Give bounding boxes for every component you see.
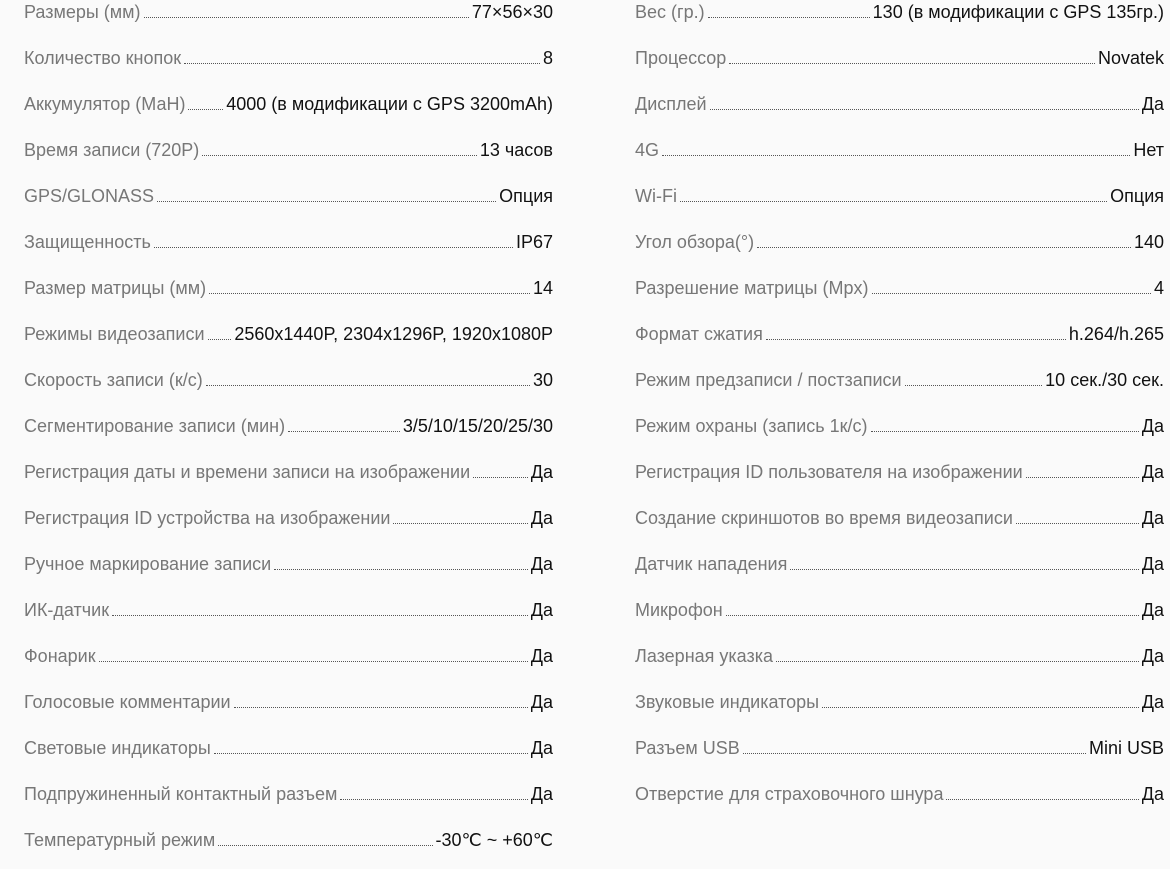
dotted-leader bbox=[710, 109, 1139, 110]
spec-value: Да bbox=[1141, 508, 1164, 528]
dotted-leader bbox=[214, 753, 528, 754]
spec-label: Размер матрицы (мм) bbox=[24, 278, 207, 298]
spec-value: 14 bbox=[532, 278, 553, 298]
dotted-leader bbox=[743, 753, 1086, 754]
spec-value: Да bbox=[1141, 462, 1164, 482]
specs-column-right bbox=[635, 0, 1164, 816]
dotted-leader bbox=[790, 569, 1138, 570]
spec-value: 10 сек./30 сек. bbox=[1045, 370, 1164, 390]
dotted-leader bbox=[202, 155, 477, 156]
spec-label: Ручное маркирование записи bbox=[24, 554, 272, 574]
spec-row bbox=[635, 770, 1164, 816]
spec-row bbox=[24, 632, 553, 678]
spec-row bbox=[24, 172, 553, 218]
spec-row bbox=[24, 218, 553, 264]
dotted-leader bbox=[905, 385, 1043, 386]
dotted-leader bbox=[871, 431, 1139, 432]
dotted-leader bbox=[188, 109, 223, 110]
spec-row bbox=[635, 34, 1164, 80]
dotted-leader bbox=[218, 845, 432, 846]
dotted-leader bbox=[209, 293, 530, 294]
spec-row bbox=[635, 724, 1164, 770]
spec-value: Да bbox=[1141, 692, 1164, 712]
dotted-leader bbox=[234, 707, 528, 708]
dotted-leader bbox=[208, 339, 232, 340]
spec-row bbox=[635, 0, 1164, 34]
dotted-leader bbox=[274, 569, 528, 570]
spec-label: Wi-Fi bbox=[635, 186, 677, 206]
spec-label: Разъем USB bbox=[635, 738, 740, 758]
dotted-leader bbox=[680, 201, 1107, 202]
spec-value: Да bbox=[530, 462, 553, 482]
spec-label: Создание скриншотов во время видеозаписи bbox=[635, 508, 1013, 528]
spec-value: 77×56×30 bbox=[471, 2, 553, 22]
spec-label: Датчик нападения bbox=[635, 554, 788, 574]
spec-value: Novatek bbox=[1097, 48, 1164, 68]
dotted-leader bbox=[776, 661, 1139, 662]
dotted-leader bbox=[1016, 523, 1139, 524]
spec-label: Режимы видеозаписи bbox=[24, 324, 205, 344]
spec-label: GPS/GLONASS bbox=[24, 186, 155, 206]
spec-label: Регистрация даты и времени записи на изображении bbox=[24, 462, 471, 482]
dotted-leader bbox=[822, 707, 1139, 708]
spec-value: 30 bbox=[532, 370, 553, 390]
spec-row bbox=[635, 678, 1164, 724]
spec-value: Да bbox=[1141, 646, 1164, 666]
spec-label: Вес (гр.) bbox=[635, 2, 705, 22]
spec-label: ИК-датчик bbox=[24, 600, 110, 620]
dotted-leader bbox=[144, 17, 469, 18]
dotted-leader bbox=[99, 661, 528, 662]
spec-row bbox=[24, 80, 553, 126]
spec-row bbox=[635, 264, 1164, 310]
specs-column-left bbox=[24, 0, 553, 862]
spec-label: Голосовые комментарии bbox=[24, 692, 231, 712]
spec-value: Да bbox=[1141, 94, 1164, 114]
spec-value: Да bbox=[530, 600, 553, 620]
spec-row bbox=[24, 0, 553, 34]
spec-value: -30℃ ~ +60℃ bbox=[435, 830, 553, 850]
spec-value: 8 bbox=[542, 48, 553, 68]
spec-row bbox=[24, 402, 553, 448]
dotted-leader bbox=[288, 431, 400, 432]
spec-label: Световые индикаторы bbox=[24, 738, 211, 758]
spec-row bbox=[24, 356, 553, 402]
spec-label: Процессор bbox=[635, 48, 727, 68]
spec-row bbox=[635, 448, 1164, 494]
spec-label: Лазерная указка bbox=[635, 646, 774, 666]
spec-row bbox=[24, 586, 553, 632]
dotted-leader bbox=[729, 63, 1095, 64]
spec-label: Подпружиненный контактный разъем bbox=[24, 784, 338, 804]
spec-value: Да bbox=[530, 508, 553, 528]
dotted-leader bbox=[872, 293, 1151, 294]
dotted-leader bbox=[946, 799, 1138, 800]
dotted-leader bbox=[708, 17, 870, 18]
spec-label: Защищенность bbox=[24, 232, 151, 252]
spec-value: Да bbox=[530, 554, 553, 574]
spec-value: Опция bbox=[1110, 186, 1164, 206]
spec-label: Микрофон bbox=[635, 600, 723, 620]
dotted-leader bbox=[206, 385, 530, 386]
spec-value: Mini USB bbox=[1088, 738, 1164, 758]
spec-row bbox=[24, 540, 553, 586]
spec-value: 130 (в модификации с GPS 135гр.) bbox=[872, 2, 1164, 22]
spec-value: Опция bbox=[499, 186, 553, 206]
spec-label: Режим предзаписи / постзаписи bbox=[635, 370, 902, 390]
spec-label: 4G bbox=[635, 140, 660, 160]
spec-label: Размеры (мм) bbox=[24, 2, 141, 22]
spec-row bbox=[24, 678, 553, 724]
spec-row bbox=[24, 494, 553, 540]
spec-label: Дисплей bbox=[635, 94, 707, 114]
dotted-leader bbox=[112, 615, 528, 616]
spec-label: Фонарик bbox=[24, 646, 96, 666]
spec-label: Аккумулятор (МаН) bbox=[24, 94, 186, 114]
spec-row bbox=[635, 494, 1164, 540]
spec-row bbox=[635, 632, 1164, 678]
spec-value: 140 bbox=[1133, 232, 1164, 252]
spec-value: Нет bbox=[1133, 140, 1164, 160]
dotted-leader bbox=[393, 523, 527, 524]
spec-label: Температурный режим bbox=[24, 830, 216, 850]
dotted-leader bbox=[473, 477, 528, 478]
spec-value: Да bbox=[1141, 600, 1164, 620]
spec-value: Да bbox=[530, 646, 553, 666]
spec-value: h.264/h.265 bbox=[1068, 324, 1164, 344]
spec-row bbox=[24, 126, 553, 172]
spec-row bbox=[24, 770, 553, 816]
spec-row bbox=[635, 586, 1164, 632]
spec-value: Да bbox=[1141, 554, 1164, 574]
spec-label: Количество кнопок bbox=[24, 48, 182, 68]
spec-row bbox=[24, 34, 553, 80]
spec-label: Регистрация ID устройства на изображении bbox=[24, 508, 391, 528]
dotted-leader bbox=[1026, 477, 1139, 478]
spec-label: Скорость записи (к/с) bbox=[24, 370, 203, 390]
spec-row bbox=[635, 218, 1164, 264]
spec-value: Да bbox=[530, 784, 553, 804]
spec-row bbox=[24, 816, 553, 862]
spec-row bbox=[635, 172, 1164, 218]
spec-value: Да bbox=[530, 738, 553, 758]
spec-row bbox=[24, 724, 553, 770]
spec-row bbox=[635, 126, 1164, 172]
spec-row bbox=[635, 540, 1164, 586]
spec-label: Формат сжатия bbox=[635, 324, 763, 344]
dotted-leader bbox=[766, 339, 1066, 340]
spec-row bbox=[24, 448, 553, 494]
spec-label: Разрешение матрицы (Mpx) bbox=[635, 278, 869, 298]
dotted-leader bbox=[662, 155, 1130, 156]
spec-label: Режим охраны (запись 1к/с) bbox=[635, 416, 868, 436]
spec-value: IP67 bbox=[515, 232, 553, 252]
dotted-leader bbox=[184, 63, 540, 64]
spec-label: Время записи (720P) bbox=[24, 140, 200, 160]
dotted-leader bbox=[157, 201, 496, 202]
spec-value: Да bbox=[530, 692, 553, 712]
dotted-leader bbox=[340, 799, 527, 800]
spec-row bbox=[635, 310, 1164, 356]
spec-value: 2560x1440P, 2304x1296P, 1920x1080P bbox=[234, 324, 553, 344]
spec-row bbox=[635, 80, 1164, 126]
spec-value: Да bbox=[1141, 416, 1164, 436]
spec-row bbox=[24, 264, 553, 310]
spec-row bbox=[24, 310, 553, 356]
spec-label: Сегментирование записи (мин) bbox=[24, 416, 286, 436]
dotted-leader bbox=[726, 615, 1139, 616]
spec-value: 3/5/10/15/20/25/30 bbox=[402, 416, 553, 436]
spec-value: 13 часов bbox=[479, 140, 553, 160]
spec-label: Отверстие для страховочного шнура bbox=[635, 784, 944, 804]
dotted-leader bbox=[757, 247, 1131, 248]
spec-label: Звуковые индикаторы bbox=[635, 692, 820, 712]
spec-value: Да bbox=[1141, 784, 1164, 804]
spec-label: Регистрация ID пользователя на изображении bbox=[635, 462, 1023, 482]
spec-row bbox=[635, 402, 1164, 448]
dotted-leader bbox=[154, 247, 513, 248]
spec-row bbox=[635, 356, 1164, 402]
spec-value: 4000 (в модификации с GPS 3200mAh) bbox=[226, 94, 553, 114]
spec-label: Угол обзора(°) bbox=[635, 232, 755, 252]
spec-value: 4 bbox=[1153, 278, 1164, 298]
